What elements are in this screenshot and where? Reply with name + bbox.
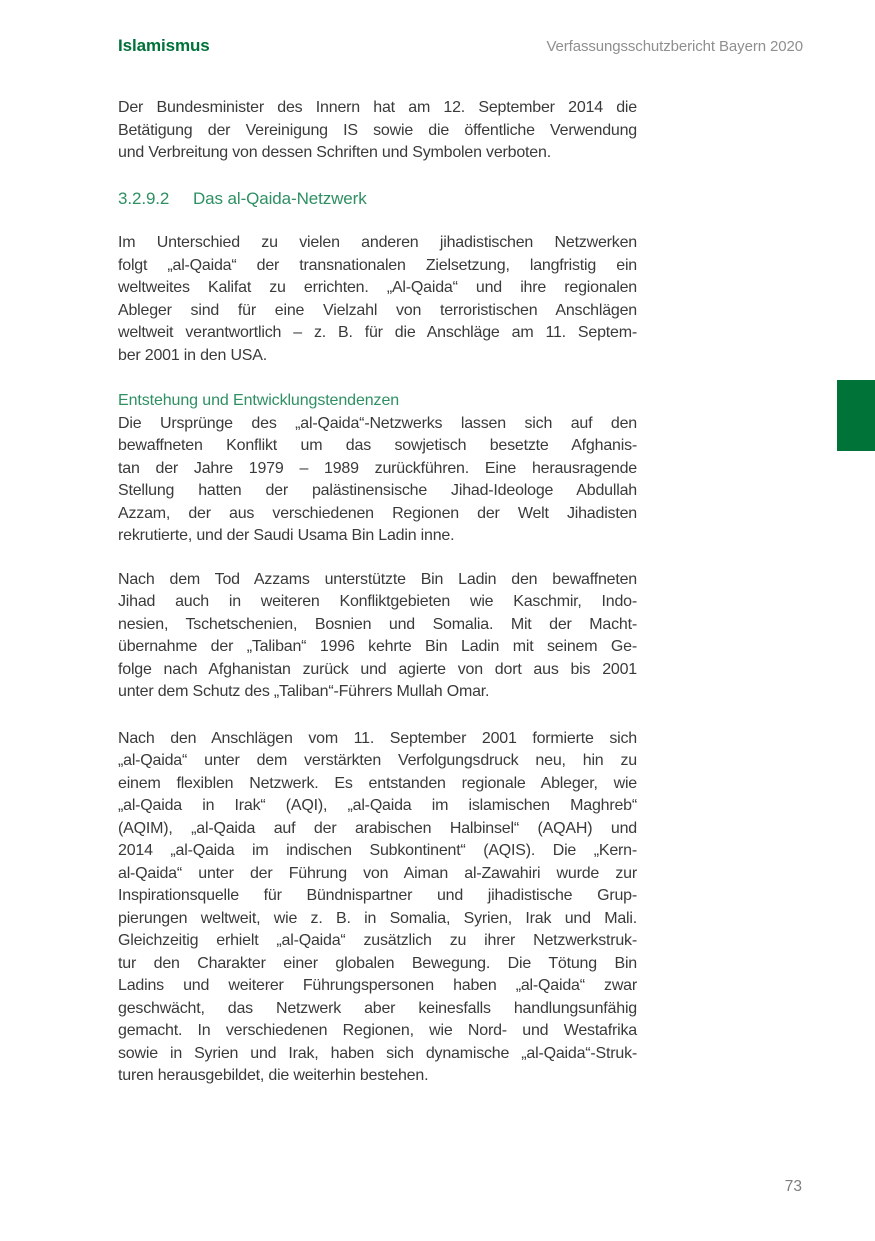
paragraph-line: Nach dem Tod Azzams unterstützte Bin Ladin den bewaffneten bbox=[118, 570, 637, 588]
section-heading bbox=[118, 188, 637, 211]
paragraph-line: Ableger sind für eine Vielzahl von terroristischen Anschlägen bbox=[118, 301, 637, 319]
section-title: Das al-Qaida-Netzwerk bbox=[193, 188, 367, 208]
paragraph-line: folgt „al-Qaida“ der transnationalen Zielsetzung, langfristig ein bbox=[118, 256, 637, 274]
body-paragraph bbox=[118, 232, 637, 367]
paragraph-line: tan der Jahre 1979 – 1989 zurückführen. Eine herausragende bbox=[118, 459, 637, 477]
paragraph-line: turen herausgebildet, die weiterhin bestehen. bbox=[118, 1067, 429, 1084]
paragraph-line: nesien, Tschetschenien, Bosnien und Somalia. Mit der Macht- bbox=[118, 615, 637, 633]
paragraph-line: Gleichzeitig erhielt „al-Qaida“ zusätzlich zu ihrer Netzwerkstruk- bbox=[118, 932, 637, 949]
paragraph-line: einem flexiblen Netzwerk. Es entstanden regionale Ableger, wie bbox=[118, 774, 637, 792]
paragraph-line: „al-Qaida“ unter dem verstärkten Verfolgungsdruck neu, hin zu bbox=[118, 752, 637, 769]
paragraph-line: „al-Qaida in Irak“ (AQI), „al-Qaida im islamischen Maghreb“ bbox=[118, 797, 637, 814]
paragraph-line: Jihad auch in weiteren Konfliktgebieten wie Kaschmir, Indo- bbox=[118, 593, 637, 610]
page-number: 73 bbox=[784, 1178, 802, 1195]
body-paragraph bbox=[118, 569, 637, 704]
body-paragraph bbox=[118, 97, 637, 165]
paragraph-line: Inspirationsquelle für Bündnispartner und jihadistische Grup- bbox=[118, 887, 637, 904]
paragraph-line: und Verbreitung von dessen Schriften und Symbolen verboten. bbox=[118, 144, 551, 161]
chapter-edge-tab bbox=[837, 380, 875, 451]
paragraph-line: unter dem Schutz des „Taliban“-Führers Mullah Omar. bbox=[118, 683, 490, 700]
chapter-title: Islamismus bbox=[118, 36, 210, 55]
paragraph-line: Nach den Anschlägen vom 11. September 2001 formierte sich bbox=[118, 729, 637, 747]
paragraph-line: gemacht. In verschiedenen Regionen, wie Nord- und Westafrika bbox=[118, 1022, 637, 1039]
paragraph-line: tur den Charakter einer globalen Bewegung. Die Tötung Bin bbox=[118, 954, 637, 972]
paragraph-line: bewaffneten Konflikt um das sowjetisch besetzte Afghanis- bbox=[118, 437, 637, 454]
paragraph-line: sowie in Syrien und Irak, haben sich dynamische „al-Qaida“-Struk- bbox=[118, 1044, 637, 1062]
body-text-column bbox=[118, 97, 637, 1088]
paragraph-line: weltweites Kalifat zu errichten. „Al-Qaida“ und ihre regionalen bbox=[118, 279, 637, 296]
report-title: Verfassungsschutzbericht Bayern 2020 bbox=[546, 38, 803, 55]
sub-heading: Entstehung und Entwicklungstendenzen bbox=[118, 392, 400, 409]
paragraph-line: rekrutierte, und der Saudi Usama Bin Ladin inne. bbox=[118, 527, 455, 544]
paragraph-line: Stellung hatten der palästinensische Jihad-Ideologe Abdullah bbox=[118, 482, 637, 499]
paragraph-line: al-Qaida“ unter der Führung von Aiman al-Zawahiri wurde zur bbox=[118, 864, 637, 882]
paragraph-line: Betätigung der Vereinigung IS sowie die öffentliche Verwendung bbox=[118, 121, 637, 139]
paragraph-line: Die Ursprünge des „al-Qaida“-Netzwerks lassen sich auf den bbox=[118, 414, 637, 432]
body-paragraph bbox=[118, 413, 637, 548]
section-number: 3.2.9.2 bbox=[118, 188, 170, 208]
paragraph-line: Im Unterschied zu vielen anderen jihadistischen Netzwerken bbox=[118, 234, 637, 251]
paragraph-line: Der Bundesminister des Innern hat am 12. September 2014 die bbox=[118, 99, 637, 116]
paragraph-line: ber 2001 in den USA. bbox=[118, 346, 267, 364]
paragraph-line: 2014 „al-Qaida im indischen Subkontinent“ (AQIS). Die „Kern- bbox=[118, 842, 637, 859]
paragraph-line: weltweit verantwortlich – z. B. für die Anschläge am 11. Septem- bbox=[118, 324, 637, 341]
body-paragraph bbox=[118, 728, 637, 1088]
paragraph-line: (AQIM), „al-Qaida auf der arabischen Halbinsel“ (AQAH) und bbox=[118, 819, 637, 837]
paragraph-line: pierungen weltweit, wie z. B. in Somalia, Syrien, Irak und Mali. bbox=[118, 909, 637, 927]
paragraph-line: Ladins und weiterer Führungspersonen haben „al-Qaida“ zwar bbox=[118, 977, 637, 994]
paragraph-line: übernahme der „Taliban“ 1996 kehrte Bin Ladin mit seinem Ge- bbox=[118, 638, 637, 655]
paragraph-line: folge nach Afghanistan zurück und agierte von dort aus bis 2001 bbox=[118, 660, 637, 678]
paragraph-line: Azzam, der aus verschiedenen Regionen der Welt Jihadisten bbox=[118, 504, 637, 522]
paragraph-line: geschwächt, das Netzwerk aber keinesfalls handlungsunfähig bbox=[118, 999, 637, 1017]
